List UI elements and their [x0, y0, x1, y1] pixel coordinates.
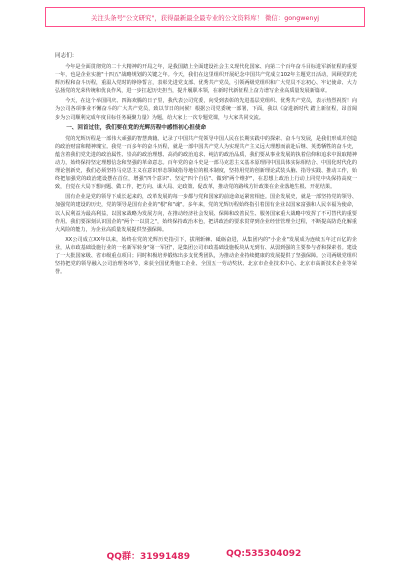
paragraph: 今天，在这个举国同庆、四海欢腾的日子里，我代表公司党委，向受到表彰的先进基层党组织、优秀共产党员，表示热烈祝贺！向为公司各项事业不懈奋斗的广大共产党员，致以节日的问候！根据公司党委统一部署，下面，我以《奋进新时代 踏上新征程，昂首阔步为公司顺利完成年度目标任务凝聚力量》为题，给大家上一次专题党课，与大家共同交流。: [55, 98, 357, 121]
paragraph: 国有企业是党的领导下成长起来的，改革发展的每一步都与党和国家的前途命运紧密相连。国企发展史，就是一部坚持党的领导、加强党的建设的历史，党的领导是国有企业的"根"和"魂"。多年来，党的光辉历程始终指引着国有企业以国家富强和人民幸福为使命，以人民利益为最高利益，以国家战略为发展方向，在推动经济社会发展、保障和改善民生、服务国家重大战略中发挥了不可替代的重要作用。我们要深刻认识国企的"两个一以贯之"，始终保持政治本色，把讲政治的要求贯穿到企业经营管理全过程，不断提高防范化解重大风险的能力，为企业高质量发展提供坚强保障。: [55, 194, 357, 233]
greeting: 同志们：: [55, 53, 78, 59]
paragraph: XX公司成立XX年以来，始终在党的光辉历史指引下，拔荆斩棘、砥砺奋进，从集团内的"小企业"发展成为连续五年过百亿的企业，从市政基础设施行业的一名新军转身"第一军团"，是集团公司市政基础设施板块从无到有、从弱到强的主要参与者和探索者。建设了一大批国家级、省市级重点项目；同时积极培养锻炼出多支优秀团队，为推动企业持续健康的发展提供了坚强保障。公司两级党组织坚持把党的领导融入公司治理各环节，荣获全国优秀施工企业、全国五一劳动奖状、北京市企业技术中心、北京市高新技术企业等荣誉。: [55, 236, 357, 276]
paragraph: 今年是全面贯彻党的二十大精神的开局之年，是我国踏上全面建设社会主义现代化国家、向第二个百年奋斗目标进军新征程的重要一年，也是企业实施"十四五"战略规划的关键之年。今天，我们在这里组织开展纪念中国共产党成立102年主题党日活动，回顾党的光辉历程和奋斗历程，重温入党时的铮铮誓言，表彰先进党支部、优秀共产党员，引领两级党组织和广大党员不忘初心、牢记使命、大力弘扬党的光荣传统和优良作风，进一步扛起历史担当，提升履职本领，在新时代新征程上奋力谱写企业高质量发展新篇章。: [55, 64, 357, 95]
section-heading: 一、回首过往，我们要在党的光辉历程中感悟初心担使命: [66, 124, 207, 131]
header-banner: [45, 7, 365, 27]
document-body: [55, 52, 357, 530]
qq-group-text: QQ群：31991489: [106, 552, 191, 562]
footer-contact: [0, 549, 408, 562]
paragraph: 党的光辉历程是一部伟大顽强的智慧典籍。记录了中国共产党领导中国人民在长期实践中的探索、奋斗与发展，是我们形成并创造的政治财富和精神瑰宝。我党一百多年的奋斗历程，就是一部中国共产党人为实现共产主义远大理想而前赴后继、英勇牺牲的奋斗史，蕴含着我们党先进的政治属性、崇高的政治理想、高尚的政治追求、纯洁的政治品质，我们要从事业发展的执着信仰和追求中汲取精神动力，始终保持坚定理想信念和坚强的革命意志。百年党的奋斗史是一部马克思主义基本原理同中国具体实际相结合、中国化时代化的理论创新史，我们必须坚持马克思主义在意识形态领域指导地位的根本制度，坚持用党的创新理论武装头脑、指导实践、推动工作，始终把加强党的政治建设摆在首位，增强"四个意识"、坚定"四个自信"、做到"两个维护"，在思想上政治上行动上同党中央保持高度一致，自觉在大局下想问题、做工作，把方向、谋大局、定政策、促改革，推动党的路线方针政策在企业落地生根、开花结果。: [55, 135, 357, 191]
qq-number-text: QQ:535304092: [226, 549, 302, 559]
header-banner-text: 关注头条号"公文研究"，获得最新最全最专业的公文资料库！ 微信：gongwenyj: [90, 13, 320, 22]
